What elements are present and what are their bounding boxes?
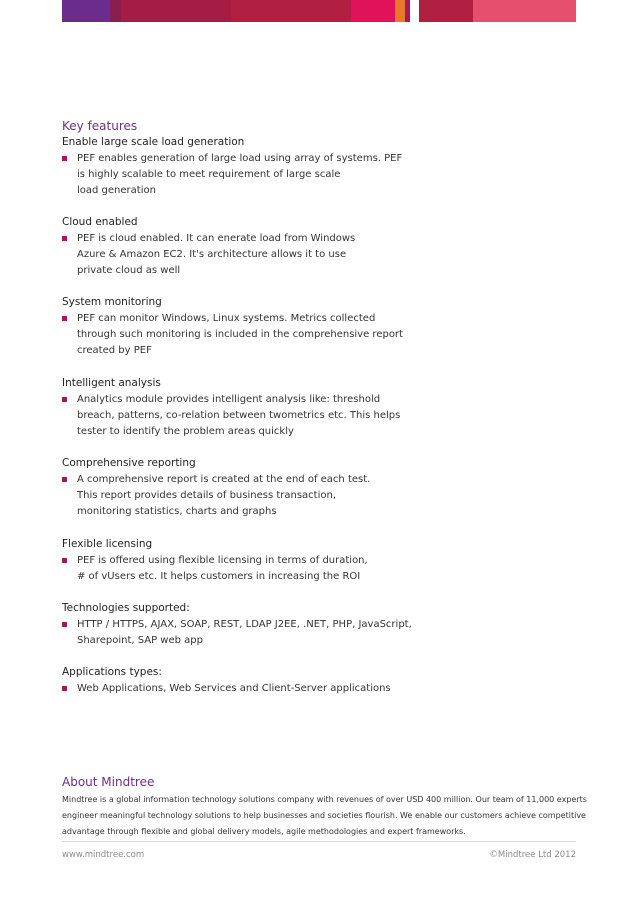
feature-heading: Cloud enabled — [62, 216, 138, 228]
bullet-icon — [62, 316, 67, 321]
copyright-text: ©Mindtree Ltd 2012 — [489, 850, 576, 860]
about-line: Mindtree is a global information technology solutions company with revenues of over USD 400 million. Our team of 11,000 experts — [62, 795, 587, 804]
bullet-icon — [62, 477, 67, 482]
bullet-icon — [62, 686, 67, 691]
bullet-icon — [62, 397, 67, 402]
feature-line: private cloud as well — [77, 265, 181, 277]
color-band — [473, 0, 576, 22]
feature-heading: Flexible licensing — [62, 538, 153, 550]
color-band — [395, 0, 405, 22]
feature-line: PEF enables generation of large load using array of systems. PEF — [77, 153, 403, 164]
color-band — [121, 0, 231, 22]
feature-line: is highly scalable to meet requirement of large scale — [77, 169, 341, 181]
feature-item — [62, 295, 582, 360]
feature-item — [62, 456, 582, 521]
feature-line: HTTP / HTTPS, AJAX, SOAP, REST, LDAP J2EE, .NET, PHP, JavaScript, — [77, 619, 412, 630]
feature-line: breach, patterns, co-relation between twometrics etc. This helps — [77, 410, 401, 422]
feature-line: PEF is cloud enabled. It can enerate load from Windows — [77, 233, 356, 244]
feature-item — [62, 601, 582, 649]
feature-line: monitoring statistics, charts and graphs — [77, 506, 277, 518]
bullet-icon — [62, 156, 67, 161]
color-band — [410, 0, 419, 22]
feature-line: through such monitoring is included in the comprehensive report — [77, 329, 403, 341]
about-line: advantage through flexible and global delivery models, agile methodologies and expert frameworks. — [62, 827, 466, 836]
feature-line: # of vUsers etc. It helps customers in increasing the ROI — [77, 571, 361, 583]
feature-line: tester to identify the problem areas quickly — [77, 426, 294, 438]
feature-heading: Applications types: — [62, 666, 162, 678]
about-line: engineer meaningful technology solutions to help businesses and societies flourish. We enable our customers achieve competitive — [62, 811, 586, 820]
about-title: About Mindtree — [62, 775, 155, 789]
feature-item — [62, 537, 582, 585]
website-link[interactable]: www.mindtree.com — [62, 850, 145, 860]
feature-line: PEF is offered using flexible licensing in terms of duration, — [77, 555, 368, 566]
feature-heading: Enable large scale load generation — [62, 136, 245, 148]
feature-line: This report provides details of business transaction, — [77, 490, 337, 502]
color-band — [62, 0, 110, 22]
feature-item — [62, 376, 582, 441]
header-color-bar — [62, 0, 576, 22]
feature-line: Web Applications, Web Services and Client-Server applications — [77, 683, 391, 694]
feature-line: load generation — [77, 185, 156, 197]
color-band — [351, 0, 395, 22]
feature-heading: System monitoring — [62, 296, 162, 308]
about-text — [62, 792, 587, 840]
feature-line: Analytics module provides intelligent analysis like: threshold — [77, 394, 381, 405]
feature-item — [62, 665, 582, 697]
feature-item — [62, 215, 582, 280]
feature-heading: Comprehensive reporting — [62, 457, 196, 469]
feature-line: created by PEF — [77, 345, 152, 357]
feature-line: Azure & Amazon EC2. It's architecture allows it to use — [77, 249, 347, 261]
feature-line: Sharepoint, SAP web app — [77, 635, 203, 647]
feature-line: PEF can monitor Windows, Linux systems. Metrics collected — [77, 313, 376, 324]
bullet-icon — [62, 622, 67, 627]
feature-heading: Intelligent analysis — [62, 377, 161, 389]
footer-divider — [62, 841, 576, 842]
feature-line: A comprehensive report is created at the end of each test. — [77, 474, 371, 485]
bullet-icon — [62, 558, 67, 563]
bullet-icon — [62, 236, 67, 241]
feature-heading: Technologies supported: — [62, 602, 190, 614]
key-features-title: Key features — [62, 119, 138, 133]
feature-item — [62, 135, 582, 200]
color-band — [231, 0, 351, 22]
color-band — [419, 0, 473, 22]
color-band — [110, 0, 121, 22]
